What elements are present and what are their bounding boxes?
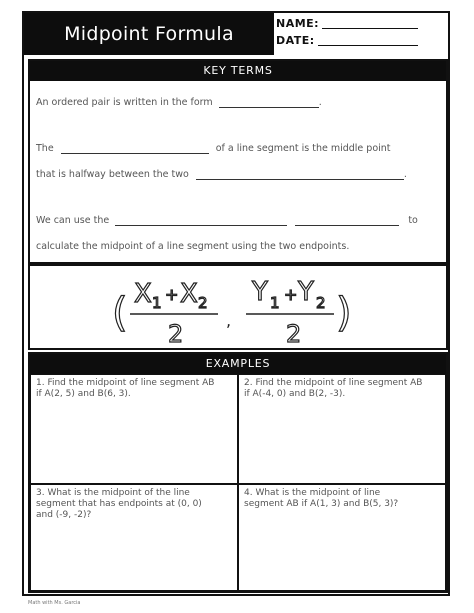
date-label: DATE: xyxy=(276,34,315,47)
examples-heading: EXAMPLES xyxy=(30,354,446,374)
key-term-text: We can use the xyxy=(36,215,110,226)
date-line xyxy=(276,32,418,49)
example-text: segment that has endpoints at (0, 0) xyxy=(36,499,202,509)
key-term-text: An ordered pair is written in the form xyxy=(36,97,213,108)
x2-subscript: 2 xyxy=(198,294,208,312)
blank-ordered-pair[interactable] xyxy=(219,98,319,108)
page-title: Midpoint Formula xyxy=(24,13,274,55)
y2-subscript: 2 xyxy=(316,294,326,312)
example-2[interactable] xyxy=(238,374,446,484)
y-denominator: 2 xyxy=(286,320,302,348)
example-3[interactable] xyxy=(30,484,238,591)
plus-sign-x: + xyxy=(165,285,179,304)
worksheet xyxy=(22,11,450,596)
example-text: 3. What is the midpoint of the line xyxy=(36,488,190,498)
example-1[interactable] xyxy=(30,374,238,484)
name-label: NAME: xyxy=(276,17,320,30)
close-paren: ) xyxy=(336,290,352,336)
plus-sign-y: + xyxy=(284,285,298,304)
y1-subscript: 1 xyxy=(270,294,280,312)
date-blank[interactable] xyxy=(318,35,418,46)
blank-endpoints[interactable] xyxy=(196,170,404,180)
midpoint-formula xyxy=(30,266,446,348)
examples-grid xyxy=(30,374,446,591)
x-denominator: 2 xyxy=(168,320,184,348)
example-text: segment AB if A(1, 3) and B(5, 3)? xyxy=(244,499,399,509)
formula-section xyxy=(28,264,448,350)
x1-subscript: 1 xyxy=(152,294,162,312)
key-term-text: to xyxy=(408,215,418,226)
footer-credit: Math with Ms. Garcia xyxy=(28,600,81,606)
key-terms-heading: KEY TERMS xyxy=(30,61,446,81)
key-term-text: that is halfway between the two xyxy=(36,169,189,180)
blank-formula-word-2[interactable] xyxy=(295,216,399,226)
example-text: 1. Find the midpoint of line segment AB xyxy=(36,378,215,388)
x2-term: X xyxy=(180,279,198,309)
key-term-text: The xyxy=(36,143,54,154)
key-term-line-1: An ordered pair is written in the form . xyxy=(36,97,322,108)
key-term-line-4 xyxy=(36,215,418,226)
example-4[interactable] xyxy=(238,484,446,591)
key-term-text: of a line segment is the middle point xyxy=(215,143,391,154)
example-text: 4. What is the midpoint of line xyxy=(244,488,381,498)
open-paren: ( xyxy=(112,290,128,336)
y1-term: Y xyxy=(252,277,268,307)
name-line xyxy=(276,15,418,32)
key-term-line-2 xyxy=(36,143,391,154)
example-text: if A(2, 5) and B(6, 3). xyxy=(36,389,131,399)
blank-midpoint[interactable] xyxy=(61,144,209,154)
example-text: 2. Find the midpoint of line segment AB xyxy=(244,378,423,388)
example-text: and (-9, -2)? xyxy=(36,510,92,520)
y2-term: Y xyxy=(298,277,314,307)
key-term-line-5: calculate the midpoint of a line segment using the two endpoints. xyxy=(36,241,350,252)
blank-formula-word-1[interactable] xyxy=(115,216,287,226)
key-terms-section xyxy=(28,59,448,264)
name-date-block xyxy=(276,15,418,49)
key-term-line-3: that is halfway between the two . xyxy=(36,169,407,180)
comma: , xyxy=(226,311,232,330)
examples-section xyxy=(28,352,448,593)
name-blank[interactable] xyxy=(322,18,418,29)
example-text: if A(-4, 0) and B(2, -3). xyxy=(244,389,346,399)
x1-term: X xyxy=(134,279,152,309)
